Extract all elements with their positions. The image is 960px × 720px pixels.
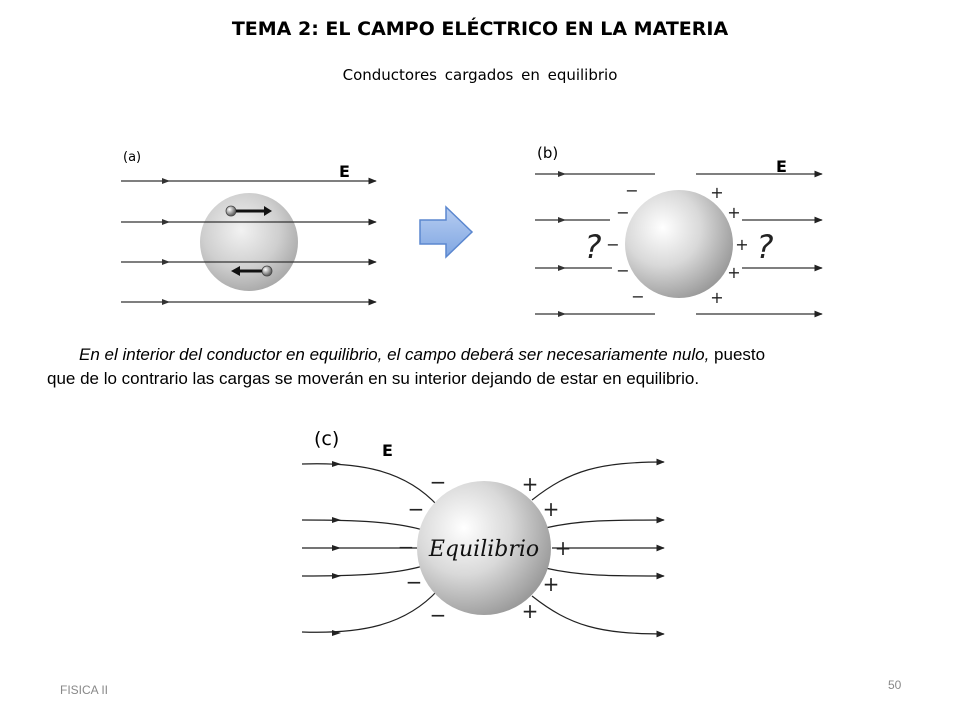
panel-a bbox=[121, 178, 376, 305]
minus-sign: − bbox=[616, 261, 630, 280]
slide-title: TEMA 2: EL CAMPO ELÉCTRICO EN LA MATERIA bbox=[231, 18, 729, 40]
paragraph-line-2: que de lo contrario las cargas se moverán en su interior dejando de estar en equilibrio. bbox=[47, 369, 700, 388]
field-line-mid-arrows-b bbox=[558, 171, 566, 317]
minus-sign: − bbox=[429, 470, 447, 494]
minus-sign: − bbox=[397, 535, 415, 559]
minus-sign: − bbox=[407, 497, 425, 521]
plus-sign: + bbox=[727, 203, 741, 222]
panel-b-label: (b) bbox=[537, 144, 559, 162]
slide-subtitle: Conductores cargados en equilibrio bbox=[342, 66, 618, 84]
minus-sign: − bbox=[606, 235, 620, 254]
panel-a-label: (a) bbox=[123, 150, 142, 165]
page-number: 50 bbox=[888, 678, 902, 692]
panel-a-field-label: E bbox=[339, 162, 350, 181]
transition-arrow-icon bbox=[420, 207, 472, 257]
field-line-mid-arrows-a bbox=[162, 178, 170, 305]
panel-c-label: (c) bbox=[314, 428, 340, 450]
equilibrium-label: Equilibrio bbox=[428, 537, 540, 562]
plus-sign: + bbox=[542, 497, 560, 521]
plus-sign: + bbox=[521, 472, 539, 496]
conductor-sphere-b bbox=[625, 190, 733, 298]
explanation-paragraph bbox=[47, 343, 927, 391]
plus-sign: + bbox=[554, 536, 572, 560]
plus-sign: + bbox=[521, 599, 539, 623]
question-mark-left: ? bbox=[584, 228, 602, 266]
plus-sign: + bbox=[727, 263, 741, 282]
minus-sign: − bbox=[429, 603, 447, 627]
plus-sign: + bbox=[735, 235, 749, 254]
paragraph-line-1-end: puesto bbox=[709, 345, 766, 364]
panel-c bbox=[302, 461, 664, 636]
minus-sign: − bbox=[616, 203, 630, 222]
minus-sign: − bbox=[625, 181, 639, 200]
panel-c-field-label: E bbox=[382, 441, 393, 460]
question-mark-right: ? bbox=[756, 228, 774, 266]
minus-sign: − bbox=[631, 287, 645, 306]
panel-b bbox=[535, 171, 822, 317]
plus-sign: + bbox=[710, 183, 724, 202]
plus-sign: + bbox=[710, 288, 724, 307]
footer-course-name: FISICA II bbox=[60, 683, 109, 697]
plus-sign: + bbox=[542, 572, 560, 596]
panel-b-field-label: E bbox=[776, 157, 787, 176]
minus-sign: − bbox=[405, 570, 423, 594]
conductor-sphere-a bbox=[200, 193, 298, 291]
paragraph-line-1: En el interior del conductor en equilibrio, el campo deberá ser necesariamente nulo, bbox=[79, 345, 710, 364]
